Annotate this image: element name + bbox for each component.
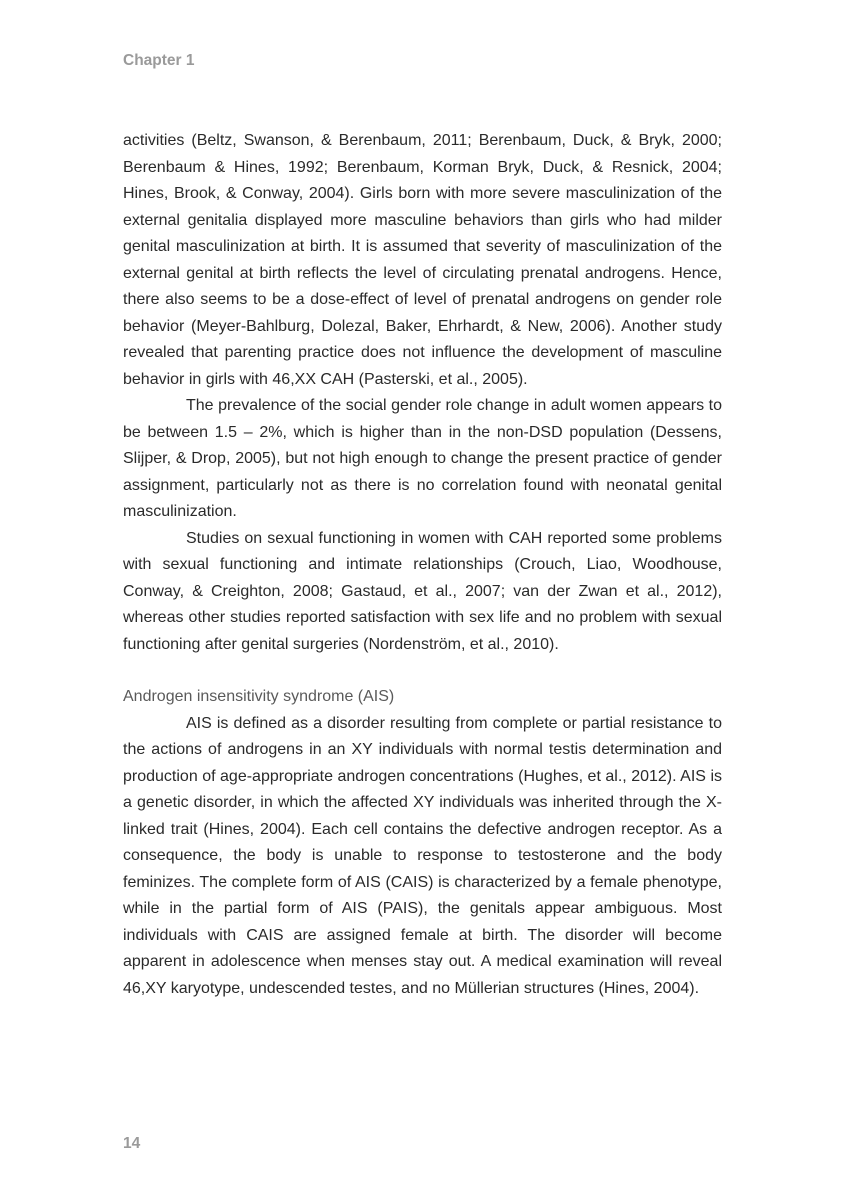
paragraph-cah-activities: activities (Beltz, Swanson, & Berenbaum, 2011; Berenbaum, Duck, & Bryk, 2000; Berenbaum & Hines, 1992; Berenbaum, Korman Bryk, Duck, & Resnick, 2004; Hines, Brook, & Conway, 2004). Girls born with more severe masculinization of the external genitalia displayed more masculine behaviors than girls who had milder genital masculinization at birth. It is assumed that severity of masculinization of the external genital at birth reflects the level of circulating prenatal androgens. Hence, there also seems to be a dose-effect of level of prenatal androgens on gender role behavior (Meyer-Bahlburg, Dolezal, Baker, Ehrhardt, & New, 2006). Another study revealed that parenting practice does not influence the development of masculine behavior in girls with 46,XX CAH (Pasterski, et al., 2005). xyxy=(123,132,722,388)
page-number: 14 xyxy=(123,1135,141,1152)
running-head-chapter: Chapter 1 xyxy=(123,52,195,69)
section-heading-ais: Androgen insensitivity syndrome (AIS) xyxy=(123,688,395,705)
paragraph-gender-role-change: The prevalence of the social gender role change in adult women appears to be between 1.5 – 2%, which is higher than in the non-DSD population (Dessens, Slijper, & Drop, 2005), but not high enough to change the present practice of gender assignment, particularly not as there is no correlation found with neonatal genital masculinization. xyxy=(123,397,722,520)
paragraph-sexual-functioning: Studies on sexual functioning in women with CAH reported some problems with sexual functioning and intimate relationships (Crouch, Liao, Woodhouse, Conway, & Creighton, 2008; Gastaud, et al., 2007; van der Zwan et al., 2012), whereas other studies reported satisfaction with sex life and no problem with sexual functioning after genital surgeries (Nordenström, et al., 2010). xyxy=(123,529,722,653)
paragraph-ais-definition: AIS is defined as a disorder resulting from complete or partial resistance to the actions of androgens in an XY individuals with normal testis determination and production of age-appropriate androgen concentrations (Hughes, et al., 2012). AIS is a genetic disorder, in which the affected XY individuals was inherited through the X-linked trait (Hines, 2004). Each cell contains the defective androgen receptor. As a consequence, the body is unable to response to testosterone and the body feminizes. The complete form of AIS (CAIS) is characterized by a female phenotype, while in the partial form of AIS (PAIS), the genitals appear ambiguous. Most individuals with CAIS are assigned female at birth. The disorder will become apparent in adolescence when menses stay out. A medical examination will reveal 46,XY karyotype, undescended testes, and no Müllerian structures (Hines, 2004). xyxy=(123,714,722,997)
page-body xyxy=(123,128,722,1002)
